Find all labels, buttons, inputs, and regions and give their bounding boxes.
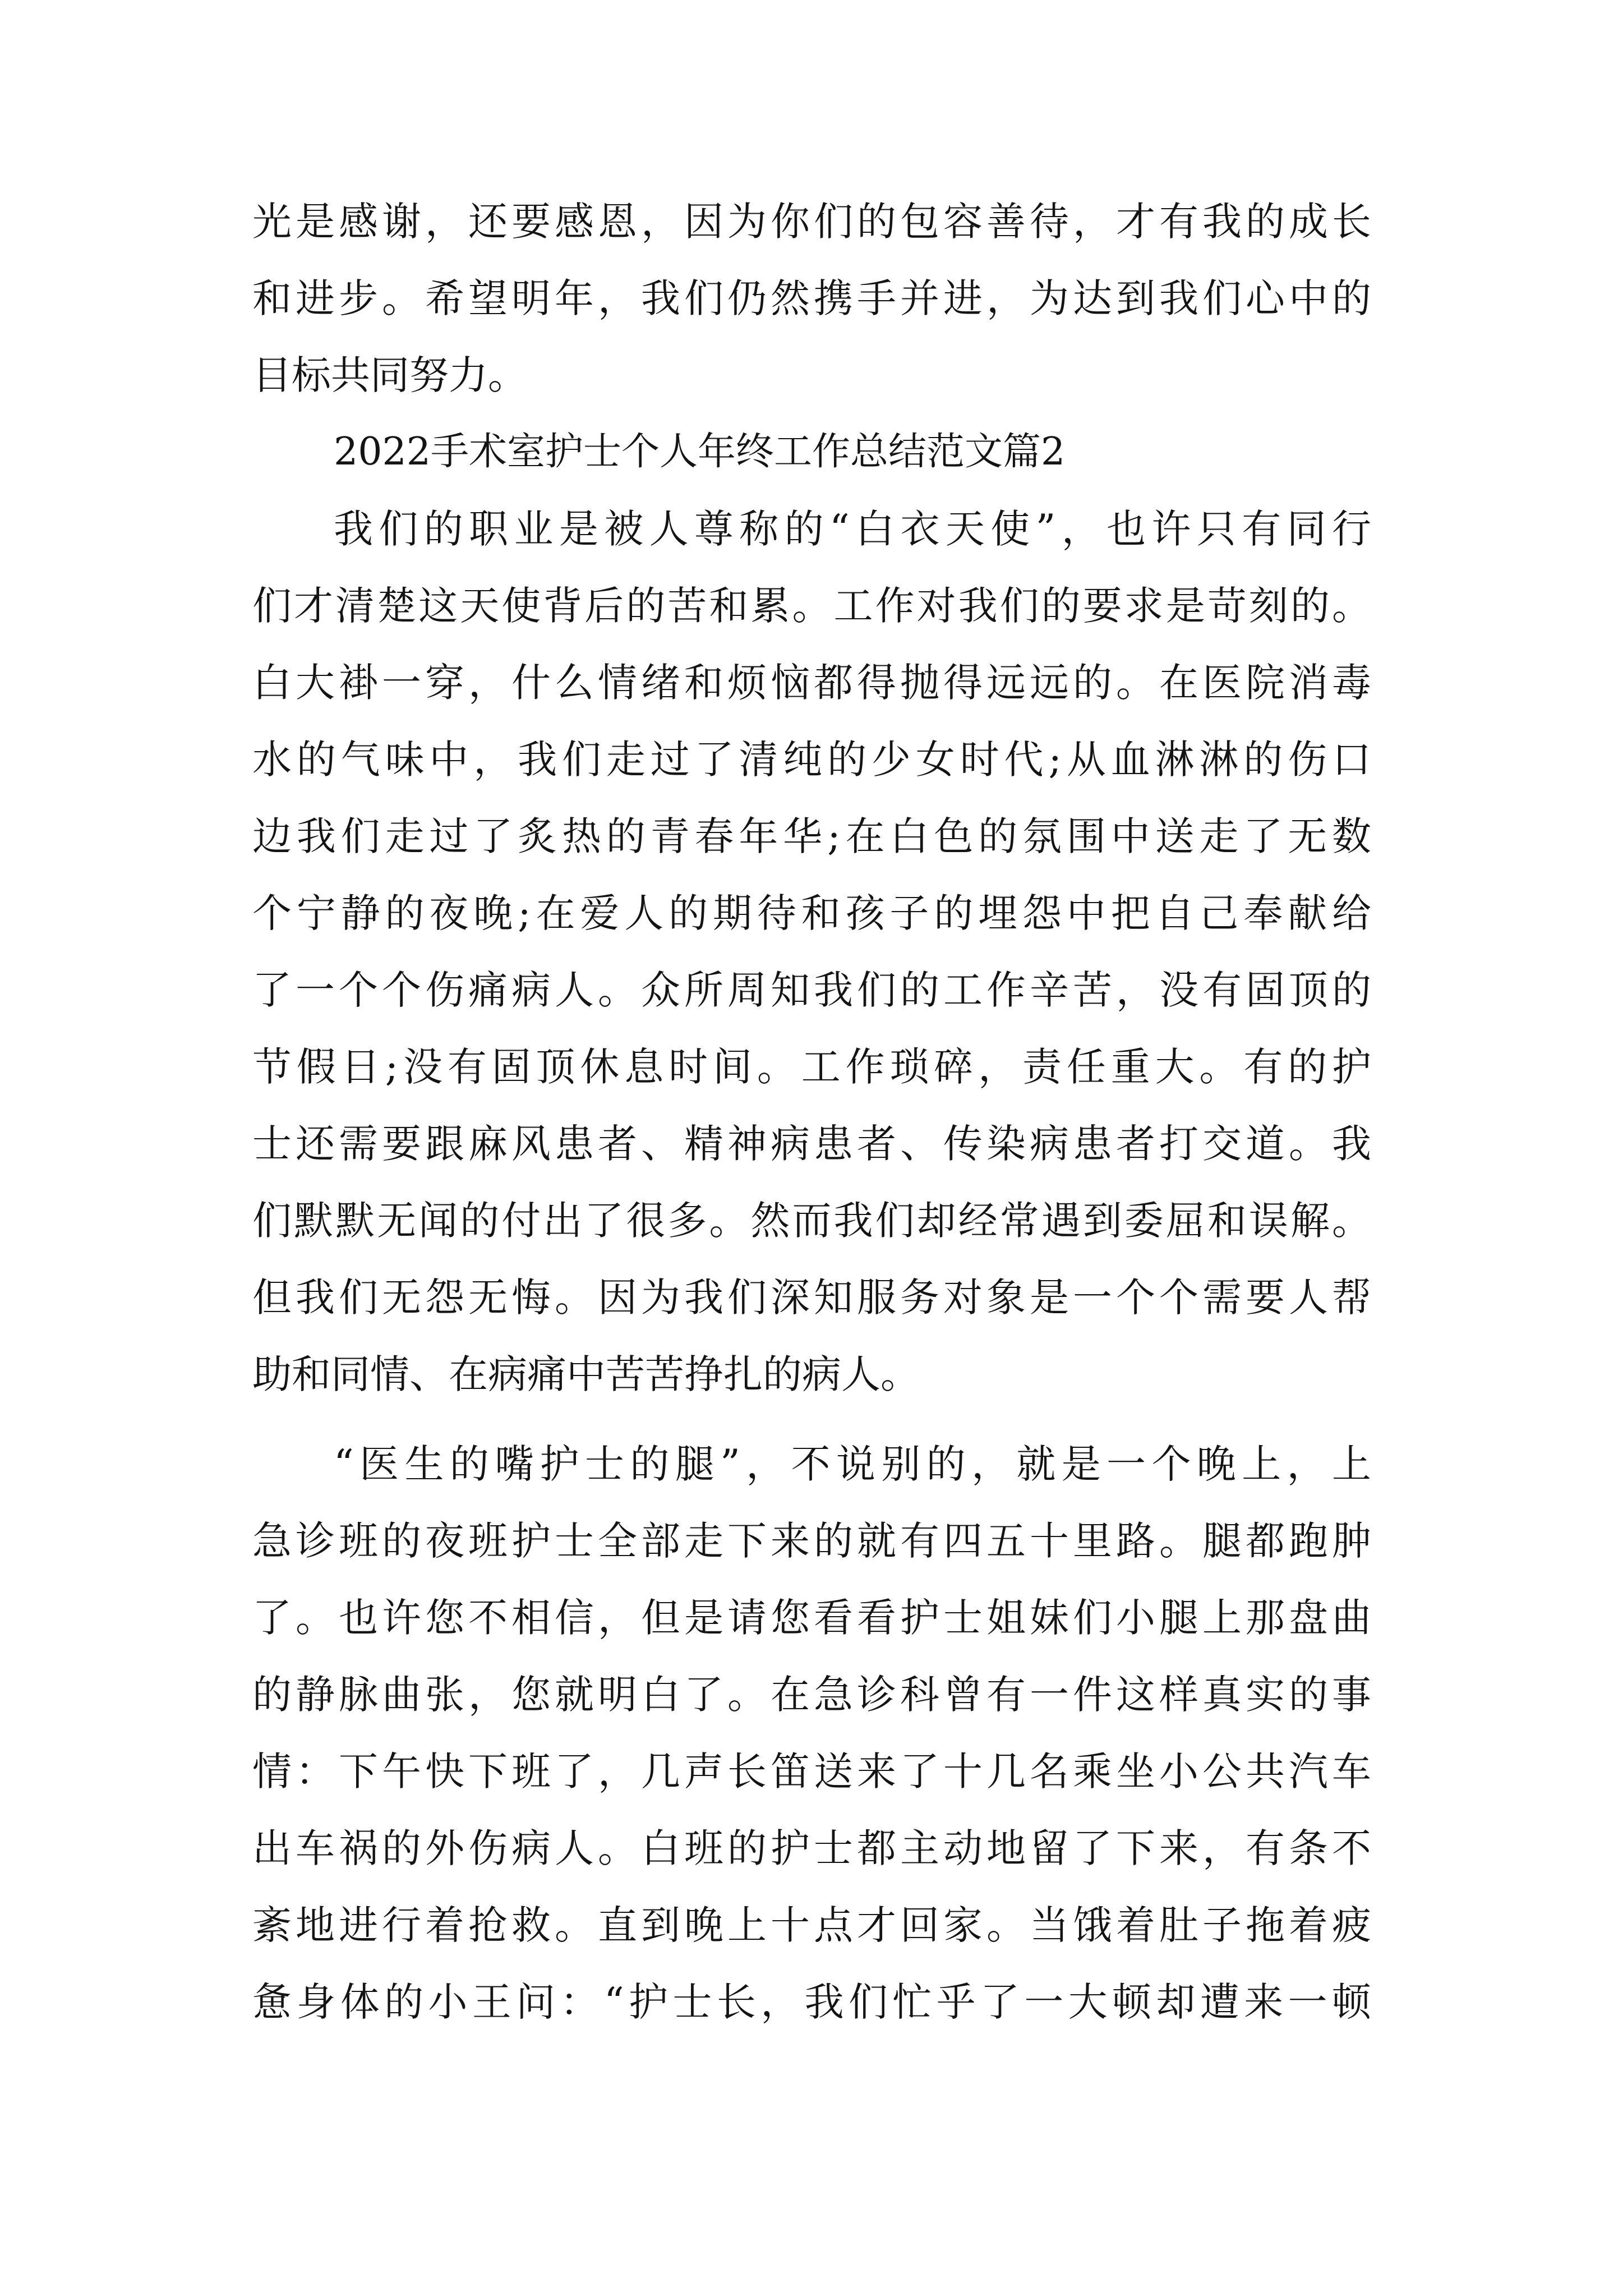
text-line: 个宁静的夜晚;在爱人的期待和孩子的埋怨中把自己奉献给 <box>252 890 1371 936</box>
text-line: 助和同情、在病痛中苦苦挣扎的病人。 <box>252 1351 920 1397</box>
paragraph-first-line: “医生的嘴护士的腿”，不说别的，就是一个晚上，上 <box>334 1441 1371 1487</box>
text-line: 边我们走过了炙热的青春年华;在白色的氛围中送走了无数 <box>252 813 1371 859</box>
text-line: 目标共同努力。 <box>252 352 527 398</box>
text-line: 们才清楚这天使背后的苦和累。工作对我们的要求是苛刻的。 <box>252 583 1371 629</box>
text-line: 了。也许您不相信，但是请您看看护士姐妹们小腿上那盘曲 <box>252 1595 1371 1641</box>
text-line: 士还需要跟麻风患者、精神病患者、传染病患者打交道。我 <box>252 1121 1371 1167</box>
text-line: 的静脉曲张，您就明白了。在急诊科曾有一件这样真实的事 <box>252 1672 1371 1718</box>
text-line: 白大褂一穿，什么情绪和烦恼都得抛得远远的。在医院消毒 <box>252 660 1371 706</box>
text-line: 们默默无闻的付出了很多。然而我们却经常遇到委屈和误解。 <box>252 1198 1371 1244</box>
text-line: 但我们无怨无悔。因为我们深知服务对象是一个个需要人帮 <box>252 1274 1371 1320</box>
section-heading: 2022手术室护士个人年终工作总结范文篇2 <box>334 430 1066 474</box>
text-line: 情：下午快下班了，几声长笛送来了十几名乘坐小公共汽车 <box>252 1749 1371 1795</box>
text-line: 惫身体的小王问：“护士长，我们忙乎了一大顿却遭来一顿 <box>252 1979 1371 2025</box>
text-line: 了一个个伤痛病人。众所周知我们的工作辛苦，没有固顶的 <box>252 967 1371 1013</box>
text-line: 急诊班的夜班护士全部走下来的就有四五十里路。腿都跑肿 <box>252 1518 1371 1564</box>
text-line: 水的气味中，我们走过了清纯的少女时代;从血淋淋的伤口 <box>252 737 1371 783</box>
text-line: 节假日;没有固顶休息时间。工作琐碎，责任重大。有的护 <box>252 1044 1371 1090</box>
text-line: 光是感谢，还要感恩，因为你们的包容善待，才有我的成长 <box>252 199 1371 245</box>
text-line: 紊地进行着抢救。直到晚上十点才回家。当饿着肚子拖着疲 <box>252 1902 1371 1948</box>
text-line: 和进步。希望明年，我们仍然携手并进，为达到我们心中的 <box>252 275 1371 321</box>
paragraph-first-line: 我们的职业是被人尊称的“白衣天使”，也许只有同行 <box>334 506 1371 552</box>
text-line: 出车祸的外伤病人。白班的护士都主动地留了下来，有条不 <box>252 1825 1371 1871</box>
